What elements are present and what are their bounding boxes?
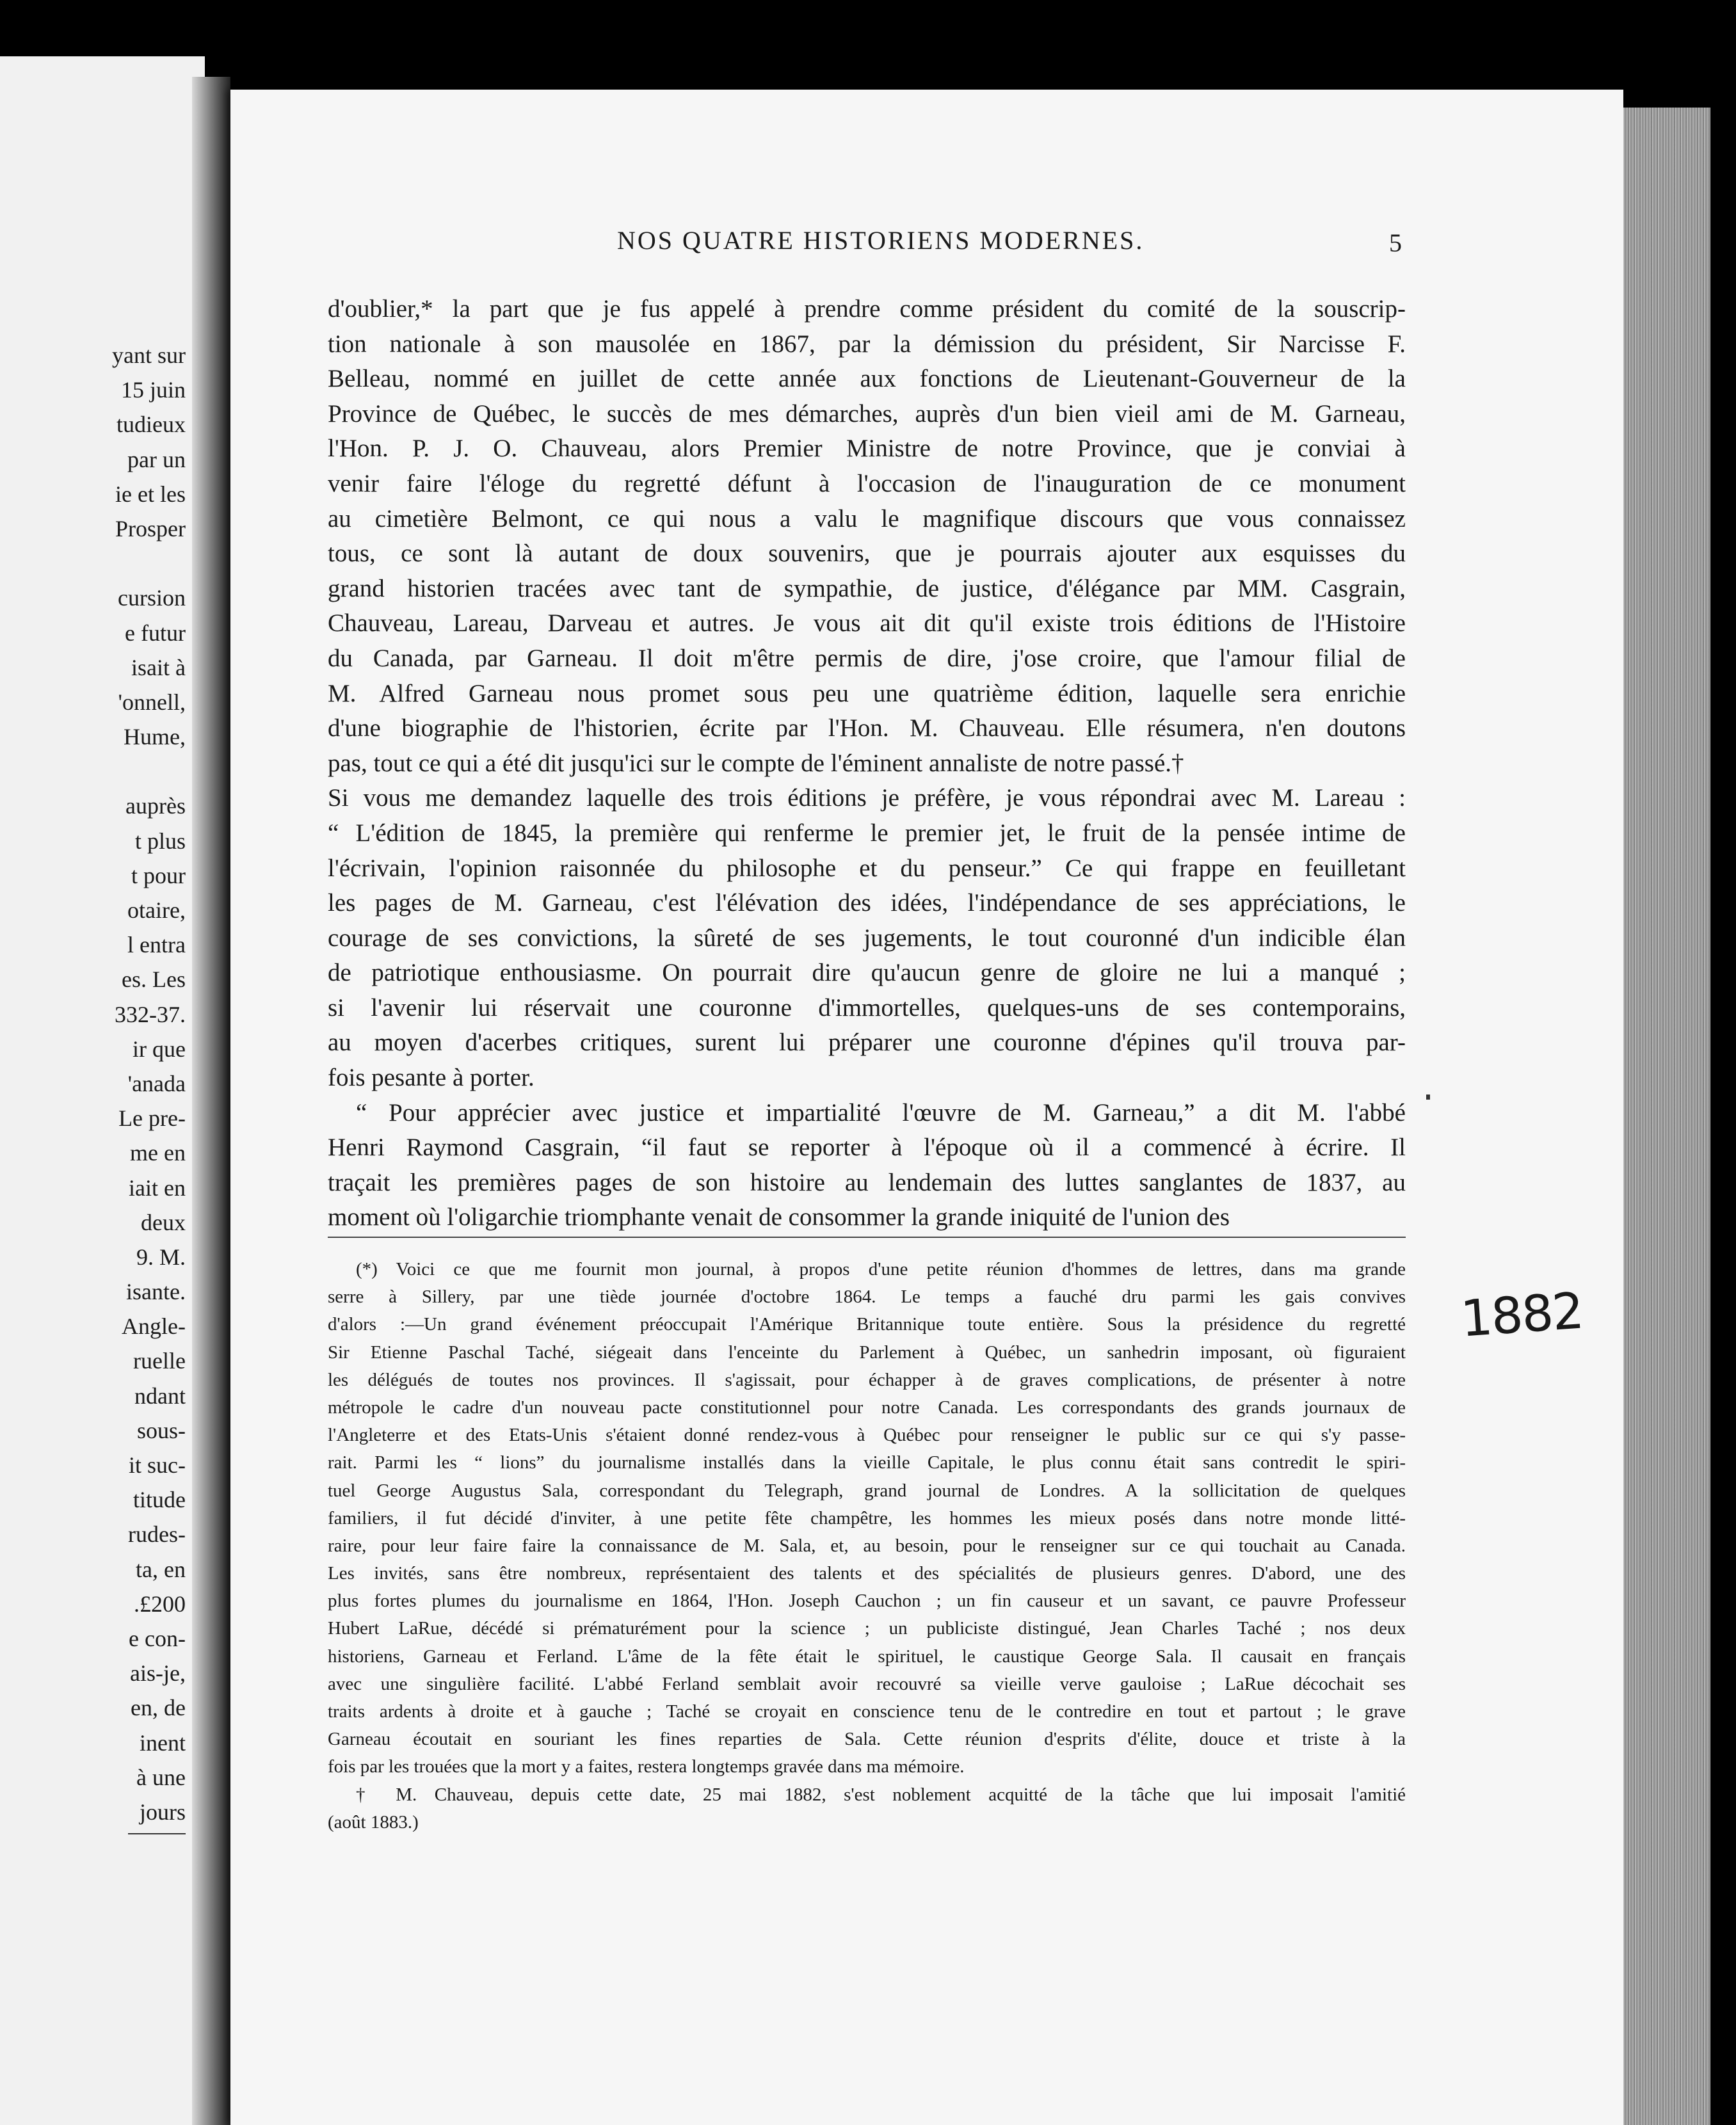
left-page-line: ir que: [133, 1036, 186, 1062]
body-line: grand historien tracées avec tant de sympathie, de justice, d'élégance par MM. Casgrain,: [328, 574, 1406, 602]
footnote-line: les délégués de toutes nos provinces. Il s'agissait, pour échapper à de graves complications, de présenter à notre: [328, 1369, 1406, 1390]
page-number: 5: [1389, 229, 1402, 257]
left-page-line: isait à: [131, 654, 186, 680]
body-line: courage de ses convictions, la sûreté de ses jugements, le tout couronné d'un indicible élan: [328, 924, 1406, 952]
footnote-line: tuel George Augustus Sala, correspondant du Telegraph, grand journal de Londres. A la sollicitation de quelques: [328, 1480, 1406, 1501]
footnote-line: plus fortes plumes du journalisme en 1864, l'Hon. Joseph Cauchon ; un fin causeur et un savant, ce pauvre Professeur: [328, 1591, 1406, 1612]
body-line: les pages de M. Garneau, c'est l'élévation des idées, l'indépendance de ses appréciations, le: [328, 889, 1406, 917]
left-page-line: par un: [127, 446, 186, 472]
footnotes: [328, 1256, 1406, 1836]
left-page-line: Hume,: [124, 724, 186, 750]
left-page-line: deux: [141, 1209, 186, 1235]
body-line: l'Hon. P. J. O. Chauveau, alors Premier Ministre de notre Province, que je conviai à: [328, 435, 1406, 463]
left-page-line: jours: [140, 1799, 186, 1825]
body-line: pas, tout ce qui a été dit jusqu'ici sur le compte de l'éminent annaliste de notre passé.†: [328, 749, 1184, 777]
body-line: d'une biographie de l'historien, écrite par l'Hon. M. Chauveau. Elle résumera, n'en doutons: [328, 714, 1406, 742]
body-line: l'écrivain, l'opinion raisonnée du philosophe et du penseur.” Ce qui frappe en feuilletant: [328, 854, 1406, 882]
footnote-line: l'Angleterre et des Etats-Unis s'étaient donné rendez-vous à Québec pour renseigner le public sur ce qui s'y passe-: [328, 1425, 1406, 1446]
footnote-line: Garneau écoutait en souriant les fines reparties de Sala. Cette réunion d'esprits d'élite, douce et triste à la: [328, 1729, 1406, 1750]
left-page-line: it suc-: [129, 1452, 186, 1478]
body-line: de patriotique enthousiasme. On pourrait dire qu'aucun genre de gloire ne lui a manqué ;: [328, 959, 1406, 987]
footnote-line: serre à Sillery, par une tiède journée d'octobre 1864. Le temps a fauché dru parmi les gais convives: [328, 1287, 1406, 1308]
footnote-line: historiens, Garneau et Ferland. L'âme de la fête était le spirituel, le caustique George Sala. Il causait en français: [328, 1646, 1406, 1667]
footnote-line: (août 1883.): [328, 1811, 419, 1832]
footnote-line: Sir Etienne Paschal Taché, siégeait dans l'enceinte du Parlement à Québec, un sanhedrin imposant, où figuraient: [328, 1342, 1406, 1363]
footnote-line: (*) Voici ce que me fournit mon journal, à propos d'une petite réunion d'hommes de lettres, dans ma grande: [356, 1259, 1406, 1279]
left-page-line: Prosper: [115, 515, 186, 541]
left-page-line: isante.: [126, 1279, 186, 1305]
footnote-line: Les invités, sans être nombreux, représentaient des talents et des spécialités de plusieurs genres. D'abord, une des: [328, 1563, 1406, 1584]
body-line: Henri Raymond Casgrain, “il faut se reporter à l'époque où il a commencé à écrire. Il: [328, 1134, 1406, 1162]
footnote-line: avec une singulière facilité. L'abbé Ferland semblait avoir recouvré sa vieille verve gauloise ; LaRue décochait ses: [328, 1673, 1406, 1694]
left-page-line: e con-: [129, 1625, 186, 1651]
body-line: traçait les premières pages de son histoire au lendemain des luttes sanglantes de 1837, au: [328, 1168, 1406, 1196]
body-line: M. Alfred Garneau nous promet sous peu une quatrième édition, laquelle sera enrichie: [328, 679, 1406, 707]
left-page-line: sous-: [136, 1417, 186, 1443]
left-page-footnote-rule: [128, 1833, 186, 1834]
left-page-fragment: [0, 56, 205, 2125]
footnote-line: rait. Parmi les “ lions” du journalisme installés dans la vieille Capitale, le plus connu était sans contredit le spiri-: [328, 1452, 1406, 1473]
left-page-line: 9. M.: [136, 1244, 186, 1270]
left-page-line: cursion: [118, 585, 186, 611]
left-page-line: inent: [140, 1729, 186, 1756]
left-page-line: 'onnell,: [118, 689, 186, 715]
left-page-line: ndant: [134, 1383, 186, 1409]
left-page-line: Angle-: [122, 1313, 186, 1340]
left-page-line: en, de: [131, 1695, 186, 1721]
body-line: au moyen d'acerbes critiques, surent lui préparer une couronne d'épines qu'il trouva par-: [328, 1029, 1406, 1057]
left-page-line: 332-37.: [115, 1001, 186, 1027]
left-page-line: à une: [136, 1764, 186, 1790]
body-line: “ L'édition de 1845, la première qui renferme le premier jet, le fruit de la pensée intime de: [328, 819, 1406, 847]
left-page-line: rudes-: [128, 1521, 186, 1548]
body-line: Belleau, nommé en juillet de cette année aux fonctions de Lieutenant-Gouverneur de la: [328, 365, 1406, 393]
left-page-line: ais-je,: [130, 1660, 186, 1687]
body-line: fois pesante à porter.: [328, 1064, 534, 1092]
body-text: [328, 292, 1406, 1235]
left-page-line: otaire,: [127, 897, 186, 923]
left-page-text: [0, 338, 186, 1829]
body-line: moment où l'oligarchie triomphante venait de consommer la grande iniquité de l'union des: [328, 1203, 1230, 1231]
footnote-line: d'alors :—Un grand événement préoccupait l'Amérique Britannique toute entière. Sous la présidence du regretté: [328, 1314, 1406, 1335]
left-page-line: es. Les: [122, 966, 186, 993]
ink-speck: [1426, 1095, 1430, 1100]
running-title: NOS QUATRE HISTORIENS MODERNES.: [617, 226, 1145, 255]
left-page-line: .£200: [134, 1591, 186, 1617]
left-page-line: 15 juin: [120, 377, 186, 403]
left-page-line: t plus: [134, 828, 186, 854]
page-edge-stack: [1623, 108, 1710, 2125]
book-gutter: [192, 77, 230, 2125]
left-page-line: l entra: [127, 932, 186, 958]
body-line: si l'avenir lui réservait une couronne d'immortelles, quelques-uns de ses contemporains,: [328, 993, 1406, 1022]
body-line: tous, ce sont là autant de doux souvenirs, que je pourrais ajouter aux esquisses du: [328, 540, 1406, 568]
footnote-line: familiers, il fut décidé d'inviter, à une petite fête champêtre, les hommes les mieux posés dans notre monde litté-: [328, 1507, 1406, 1528]
footnote-line: fois par les trouées que la mort y a faites, restera longtemps gravée dans ma mémoire.: [328, 1756, 965, 1777]
body-line: tion nationale à son mausolée en 1867, par la démission du président, Sir Narcisse F.: [328, 330, 1406, 358]
body-line: Si vous me demandez laquelle des trois éditions je préfère, je vous répondrai avec M. Lareau :: [328, 784, 1406, 812]
left-page-line: auprès: [125, 793, 186, 819]
body-line: du Canada, par Garneau. Il doit m'être permis de dire, j'ose croire, que l'amour filial de: [328, 644, 1406, 672]
footnote-line: métropole le cadre d'un nouveau pacte constitutionnel pour notre Canada. Les correspondants des grands journaux de: [328, 1397, 1406, 1418]
body-line: venir faire l'éloge du regretté défunt à l'occasion de l'inauguration de ce monument: [328, 469, 1406, 497]
left-page-line: e futur: [125, 620, 186, 646]
footnote-line: Hubert LaRue, décédé si prématurément pour la science ; un publiciste distingué, Jean Charles Taché ; nos deux: [328, 1618, 1406, 1639]
left-page-line: yant sur: [112, 342, 186, 368]
left-page-line: ie et les: [115, 481, 186, 507]
body-line: “ Pour apprécier avec justice et impartialité l'œuvre de M. Garneau,” a dit M. l'abbé: [356, 1098, 1406, 1127]
body-line: Chauveau, Lareau, Darveau et autres. Je vous ait dit qu'il existe trois éditions de l'Histoire: [328, 609, 1406, 638]
left-page-line: titude: [133, 1487, 186, 1513]
left-page-line: [0, 546, 186, 581]
footnote-separator: [328, 1237, 1406, 1238]
left-page-line: t pour: [131, 862, 186, 888]
left-page-line: [0, 754, 186, 789]
footnote-line: traits ardents à droite et à gauche ; Taché se croyait en conscience tenu de le contredire en tout et partout ; le grave: [328, 1701, 1406, 1722]
body-line: Province de Québec, le succès de mes démarches, auprès d'un bien vieil ami de M. Garneau,: [328, 399, 1406, 428]
left-page-line: 'anada: [127, 1070, 186, 1096]
footnote-line: raire, pour leur faire faire la connaissance de M. Sala, et, au besoin, pour le renseigner sur ce qui touchait au Canada.: [328, 1535, 1406, 1556]
body-line: au cimetière Belmont, ce qui nous a valu le magnifique discours que vous connaissez: [328, 504, 1406, 533]
left-page-line: tudieux: [117, 412, 186, 438]
left-page-line: iait en: [129, 1175, 186, 1201]
left-page-line: ruelle: [133, 1348, 186, 1374]
footnote-line: † M. Chauveau, depuis cette date, 25 mai 1882, s'est noblement acquitté de la tâche que lui imposait l'amitié: [356, 1784, 1406, 1805]
body-line: d'oublier,* la part que je fus appelé à prendre comme président du comité de la souscrip-: [328, 295, 1406, 323]
handwritten-year-annotation: 1882: [1459, 1282, 1585, 1349]
left-page-line: me en: [130, 1140, 186, 1166]
left-page-line: ta, en: [136, 1556, 186, 1582]
left-page-line: Le pre-: [118, 1105, 186, 1132]
